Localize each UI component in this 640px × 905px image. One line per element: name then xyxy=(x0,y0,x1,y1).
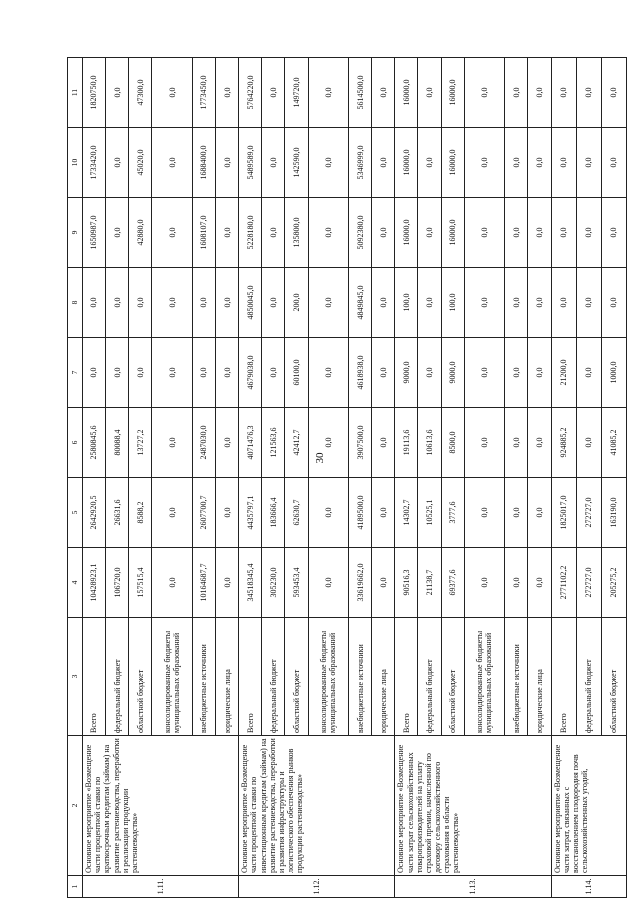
activity-description: Основное мероприятие «Возмещение части затрат сельскохозяйственных товаропроизводителей на уплату страховой премии, начисленной по договору сельскохозяйственного страхования в области растениеводства» xyxy=(395,736,551,876)
amount-cell: 1820750,0 xyxy=(83,58,106,128)
activity-description: Основное мероприятие «Возмещение части процентной ставки по инвестиционным кредитам (займам) на развитие растениеводства, переработки и развития инфраструктуры и логистического обеспечения рынков продукции растениеводства» xyxy=(239,736,395,876)
amount-cell: 41085,2 xyxy=(601,408,626,478)
funding-source: областной бюджет xyxy=(441,618,464,736)
amount-cell: 16000,0 xyxy=(441,58,464,128)
amount-cell: 0,0 xyxy=(216,268,239,338)
amount-cell: 0,0 xyxy=(308,478,349,548)
amount-cell: 0,0 xyxy=(372,408,395,478)
amount-cell: 1773450,0 xyxy=(192,58,215,128)
amount-cell: 0,0 xyxy=(505,548,528,618)
column-header: 7 xyxy=(68,338,83,408)
amount-cell: 0,0 xyxy=(505,478,528,548)
table-row xyxy=(239,58,262,898)
amount-cell: 1000,0 xyxy=(601,338,626,408)
activity-description: Основное мероприятие «Возмещение части затрат, связанных с восстановлением плодородия почв сельскохозяйственных угодий, xyxy=(551,736,626,876)
table-body xyxy=(83,58,627,898)
amount-cell: 42412,7 xyxy=(285,408,308,478)
amount-cell: 69377,6 xyxy=(441,548,464,618)
funding-source: Всего xyxy=(551,618,576,736)
funding-source: федеральный бюджет xyxy=(576,618,601,736)
table-row xyxy=(395,58,418,898)
amount-cell: 0,0 xyxy=(464,548,505,618)
amount-cell: 0,0 xyxy=(505,268,528,338)
column-header: 3 xyxy=(68,618,83,736)
amount-cell: 157515,4 xyxy=(129,548,152,618)
amount-cell: 0,0 xyxy=(106,128,129,198)
amount-cell: 272727,0 xyxy=(576,548,601,618)
amount-cell: 183666,4 xyxy=(262,478,285,548)
amount-cell: 1650987,0 xyxy=(83,198,106,268)
amount-cell: 34518345,4 xyxy=(239,548,262,618)
amount-cell: 924885,2 xyxy=(551,408,576,478)
column-header: 11 xyxy=(68,58,83,128)
amount-cell: 0,0 xyxy=(308,338,349,408)
funding-source: юридические лица xyxy=(528,618,551,736)
amount-cell: 60100,0 xyxy=(285,338,308,408)
amount-cell: 21200,0 xyxy=(551,338,576,408)
amount-cell: 0,0 xyxy=(372,338,395,408)
amount-cell: 26631,6 xyxy=(106,478,129,548)
amount-cell: 47300,0 xyxy=(129,58,152,128)
column-header: 8 xyxy=(68,268,83,338)
amount-cell: 14302,7 xyxy=(395,478,418,548)
amount-cell: 16000,0 xyxy=(395,58,418,128)
activity-description: Основное мероприятие «Возмещение части процентной ставки по краткосрочным кредитам (займам) на развитие растениеводства, переработки и реализации продукции растениеводства» xyxy=(83,736,239,876)
amount-cell: 0,0 xyxy=(551,128,576,198)
amount-cell: 0,0 xyxy=(418,338,441,408)
funding-source: юридические лица xyxy=(372,618,395,736)
amount-cell: 0,0 xyxy=(551,58,576,128)
amount-cell: 0,0 xyxy=(505,128,528,198)
funding-source: консолидированные бюджеты муниципальных образований xyxy=(308,618,349,736)
amount-cell: 1825017,0 xyxy=(551,478,576,548)
amount-cell: 0,0 xyxy=(505,58,528,128)
page-number: 30 xyxy=(314,452,326,464)
amount-cell: 0,0 xyxy=(528,408,551,478)
amount-cell: 0,0 xyxy=(216,198,239,268)
amount-cell: 5489589,0 xyxy=(239,128,262,198)
amount-cell: 0,0 xyxy=(106,338,129,408)
funding-source: внебюджетные источники xyxy=(349,618,372,736)
amount-cell: 4850045,0 xyxy=(239,268,262,338)
amount-cell: 0,0 xyxy=(152,198,193,268)
amount-cell: 200,0 xyxy=(285,268,308,338)
amount-cell: 2580845,6 xyxy=(83,408,106,478)
amount-cell: 16000,0 xyxy=(395,128,418,198)
amount-cell: 0,0 xyxy=(601,128,626,198)
amount-cell: 0,0 xyxy=(308,268,349,338)
amount-cell: 0,0 xyxy=(601,268,626,338)
amount-cell: 0,0 xyxy=(418,58,441,128)
amount-cell: 0,0 xyxy=(505,408,528,478)
funding-source: Всего xyxy=(239,618,262,736)
amount-cell: 0,0 xyxy=(216,478,239,548)
funding-source: внебюджетные источники xyxy=(192,618,215,736)
funding-source: Всего xyxy=(83,618,106,736)
funding-source: федеральный бюджет xyxy=(262,618,285,736)
amount-cell: 0,0 xyxy=(129,268,152,338)
amount-cell: 593453,4 xyxy=(285,548,308,618)
amount-cell: 100,0 xyxy=(441,268,464,338)
amount-cell: 0,0 xyxy=(464,408,505,478)
amount-cell: 205275,2 xyxy=(601,548,626,618)
amount-cell: 0,0 xyxy=(216,128,239,198)
amount-cell: 0,0 xyxy=(308,408,349,478)
amount-cell: 10613,6 xyxy=(418,408,441,478)
amount-cell: 0,0 xyxy=(576,58,601,128)
funding-source: областной бюджет xyxy=(129,618,152,736)
amount-cell: 0,0 xyxy=(528,198,551,268)
amount-cell: 272727,0 xyxy=(576,478,601,548)
amount-cell: 0,0 xyxy=(152,58,193,128)
activity-code: 1.14. xyxy=(551,876,626,898)
amount-cell: 62630,7 xyxy=(285,478,308,548)
funding-source: внебюджетные источники xyxy=(505,618,528,736)
amount-cell: 5092380,0 xyxy=(349,198,372,268)
amount-cell: 0,0 xyxy=(576,408,601,478)
table-row xyxy=(551,58,576,898)
amount-cell: 0,0 xyxy=(528,128,551,198)
amount-cell: 0,0 xyxy=(372,548,395,618)
amount-cell: 10428923,1 xyxy=(83,548,106,618)
amount-cell: 0,0 xyxy=(601,198,626,268)
amount-cell: 9000,0 xyxy=(395,338,418,408)
amount-cell: 135800,0 xyxy=(285,198,308,268)
amount-cell: 0,0 xyxy=(372,268,395,338)
amount-cell: 19113,6 xyxy=(395,408,418,478)
amount-cell: 0,0 xyxy=(192,268,215,338)
amount-cell: 2607700,7 xyxy=(192,478,215,548)
amount-cell: 0,0 xyxy=(262,198,285,268)
amount-cell: 0,0 xyxy=(464,58,505,128)
amount-cell: 0,0 xyxy=(106,268,129,338)
amount-cell: 0,0 xyxy=(418,128,441,198)
activity-code: 1.13. xyxy=(395,876,551,898)
amount-cell: 0,0 xyxy=(152,268,193,338)
funding-source: Всего xyxy=(395,618,418,736)
amount-cell: 0,0 xyxy=(372,58,395,128)
funding-source: федеральный бюджет xyxy=(418,618,441,736)
amount-cell: 100,0 xyxy=(395,268,418,338)
amount-cell: 0,0 xyxy=(152,338,193,408)
rotated-table-frame xyxy=(67,58,627,898)
amount-cell: 10164687,7 xyxy=(192,548,215,618)
table-row xyxy=(83,58,106,898)
amount-cell: 0,0 xyxy=(576,338,601,408)
amount-cell: 8500,0 xyxy=(441,408,464,478)
column-header: 5 xyxy=(68,478,83,548)
amount-cell: 4618938,0 xyxy=(349,338,372,408)
amount-cell: 4071476,3 xyxy=(239,408,262,478)
funding-source: федеральный бюджет xyxy=(106,618,129,736)
amount-cell: 163190,0 xyxy=(601,478,626,548)
funding-source: консолидированные бюджеты муниципальных образований xyxy=(464,618,505,736)
amount-cell: 2487030,0 xyxy=(192,408,215,478)
amount-cell: 90516,3 xyxy=(395,548,418,618)
column-header: 6 xyxy=(68,408,83,478)
column-header: 1 xyxy=(68,876,83,898)
amount-cell: 1688400,0 xyxy=(192,128,215,198)
amount-cell: 0,0 xyxy=(528,338,551,408)
amount-cell: 45020,0 xyxy=(129,128,152,198)
amount-cell: 142590,0 xyxy=(285,128,308,198)
funding-source: юридические лица xyxy=(216,618,239,736)
amount-cell: 0,0 xyxy=(372,198,395,268)
amount-cell: 8588,2 xyxy=(129,478,152,548)
amount-cell: 0,0 xyxy=(192,338,215,408)
amount-cell: 42880,0 xyxy=(129,198,152,268)
amount-cell: 5346999,0 xyxy=(349,128,372,198)
amount-cell: 0,0 xyxy=(464,478,505,548)
amount-cell: 0,0 xyxy=(83,268,106,338)
amount-cell: 10525,1 xyxy=(418,478,441,548)
header-row xyxy=(68,58,83,898)
amount-cell: 0,0 xyxy=(464,338,505,408)
amount-cell: 33619662,0 xyxy=(349,548,372,618)
funding-source: областной бюджет xyxy=(285,618,308,736)
amount-cell: 0,0 xyxy=(418,268,441,338)
amount-cell: 0,0 xyxy=(308,58,349,128)
amount-cell: 0,0 xyxy=(216,408,239,478)
amount-cell: 0,0 xyxy=(216,338,239,408)
amount-cell: 0,0 xyxy=(308,548,349,618)
amount-cell: 0,0 xyxy=(464,198,505,268)
amount-cell: 0,0 xyxy=(551,198,576,268)
amount-cell: 0,0 xyxy=(576,268,601,338)
amount-cell: 0,0 xyxy=(528,268,551,338)
amount-cell: 0,0 xyxy=(551,268,576,338)
funding-source: консолидированные бюджеты муниципальных образований xyxy=(152,618,193,736)
column-header: 2 xyxy=(68,736,83,876)
amount-cell: 106720,0 xyxy=(106,548,129,618)
amount-cell: 0,0 xyxy=(576,198,601,268)
budget-table xyxy=(67,57,627,898)
amount-cell: 0,0 xyxy=(83,338,106,408)
amount-cell: 0,0 xyxy=(505,198,528,268)
amount-cell: 0,0 xyxy=(152,478,193,548)
amount-cell: 80088,4 xyxy=(106,408,129,478)
amount-cell: 0,0 xyxy=(152,548,193,618)
amount-cell: 0,0 xyxy=(464,128,505,198)
amount-cell: 21138,7 xyxy=(418,548,441,618)
amount-cell: 5764220,0 xyxy=(239,58,262,128)
amount-cell: 3777,6 xyxy=(441,478,464,548)
amount-cell: 1608107,0 xyxy=(192,198,215,268)
amount-cell: 0,0 xyxy=(106,198,129,268)
amount-cell: 16000,0 xyxy=(441,198,464,268)
amount-cell: 149720,0 xyxy=(285,58,308,128)
amount-cell: 0,0 xyxy=(262,268,285,338)
amount-cell: 0,0 xyxy=(152,408,193,478)
amount-cell: 0,0 xyxy=(308,198,349,268)
amount-cell: 0,0 xyxy=(464,268,505,338)
amount-cell: 121563,6 xyxy=(262,408,285,478)
amount-cell: 0,0 xyxy=(262,338,285,408)
amount-cell: 0,0 xyxy=(262,128,285,198)
amount-cell: 0,0 xyxy=(129,338,152,408)
amount-cell: 0,0 xyxy=(262,58,285,128)
amount-cell: 0,0 xyxy=(528,58,551,128)
column-header: 9 xyxy=(68,198,83,268)
amount-cell: 4189500,0 xyxy=(349,478,372,548)
activity-code: 1.11. xyxy=(83,876,239,898)
rotated-table-inner xyxy=(67,58,627,898)
amount-cell: 2771102,2 xyxy=(551,548,576,618)
amount-cell: 0,0 xyxy=(308,128,349,198)
amount-cell: 2642920,5 xyxy=(83,478,106,548)
amount-cell: 4849845,0 xyxy=(349,268,372,338)
activity-code: 1.12. xyxy=(239,876,395,898)
amount-cell: 0,0 xyxy=(505,338,528,408)
amount-cell: 3907500,0 xyxy=(349,408,372,478)
amount-cell: 0,0 xyxy=(528,548,551,618)
amount-cell: 5614500,0 xyxy=(349,58,372,128)
funding-source: областной бюджет xyxy=(601,618,626,736)
column-header: 4 xyxy=(68,548,83,618)
amount-cell: 16000,0 xyxy=(441,128,464,198)
amount-cell: 4679038,0 xyxy=(239,338,262,408)
amount-cell: 0,0 xyxy=(106,58,129,128)
amount-cell: 0,0 xyxy=(576,128,601,198)
amount-cell: 305230,0 xyxy=(262,548,285,618)
amount-cell: 0,0 xyxy=(152,128,193,198)
amount-cell: 0,0 xyxy=(372,478,395,548)
amount-cell: 5228180,0 xyxy=(239,198,262,268)
amount-cell: 0,0 xyxy=(418,198,441,268)
amount-cell: 9000,0 xyxy=(441,338,464,408)
amount-cell: 13727,2 xyxy=(129,408,152,478)
column-header: 10 xyxy=(68,128,83,198)
amount-cell: 0,0 xyxy=(372,128,395,198)
amount-cell: 1733420,0 xyxy=(83,128,106,198)
amount-cell: 0,0 xyxy=(216,548,239,618)
amount-cell: 0,0 xyxy=(601,58,626,128)
amount-cell: 16000,0 xyxy=(395,198,418,268)
amount-cell: 4435797,1 xyxy=(239,478,262,548)
amount-cell: 0,0 xyxy=(216,58,239,128)
amount-cell: 0,0 xyxy=(528,478,551,548)
